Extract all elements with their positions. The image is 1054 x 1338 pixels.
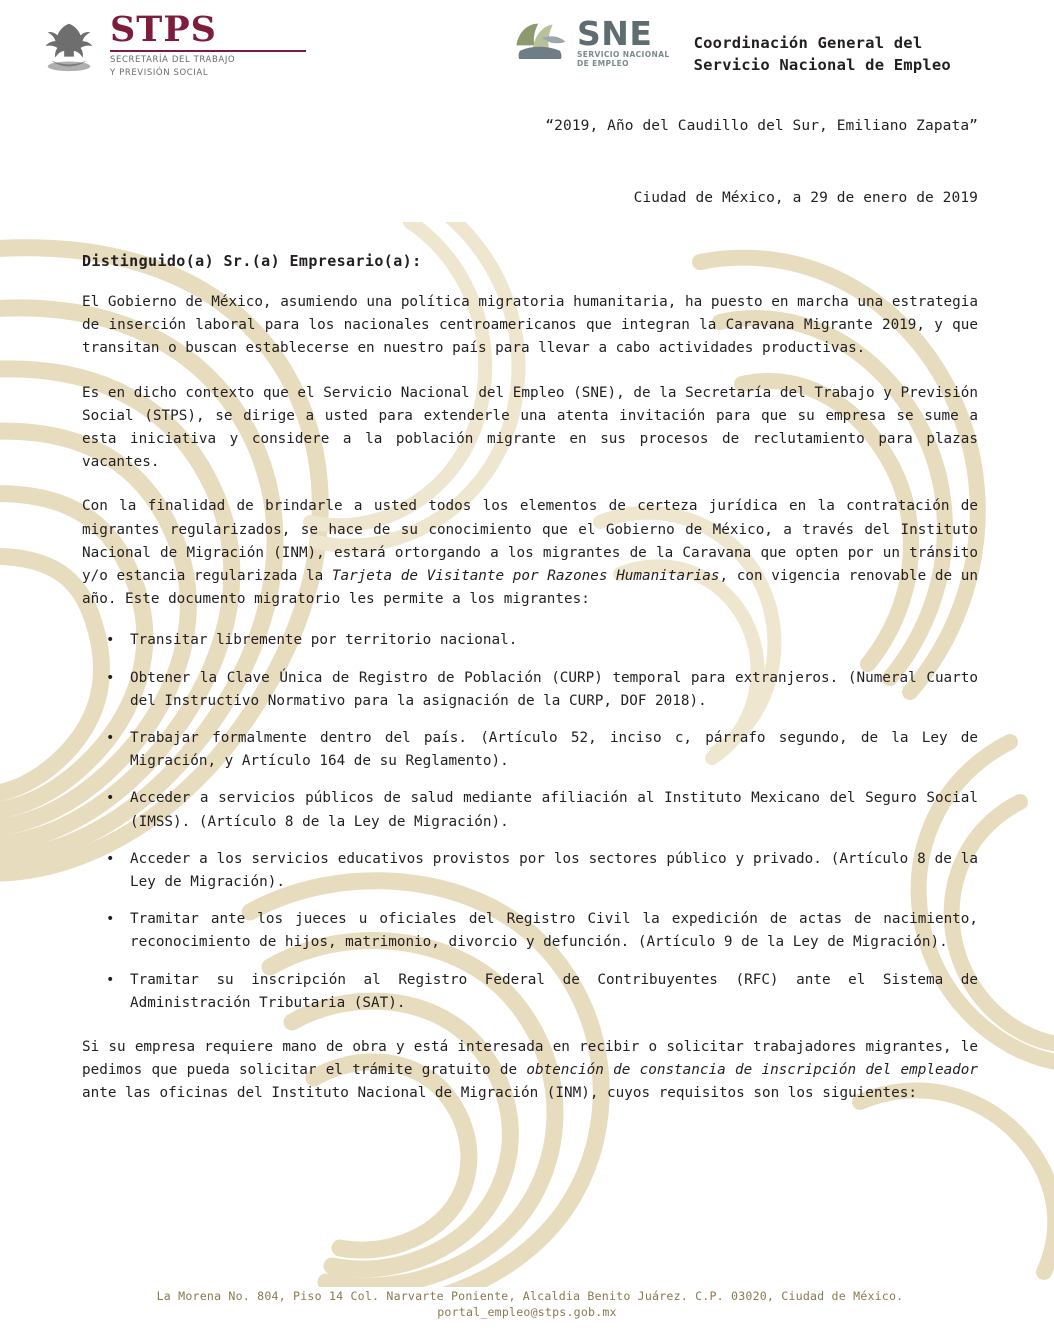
year-motto: “2019, Año del Caudillo del Sur, Emiliano Zapata” xyxy=(545,118,978,134)
stps-acronym: STPS xyxy=(110,9,217,50)
list-item: • Obtener la Clave Única de Registro de Población (CURP) temporal para extranjeros. (Numeral Cuarto del Instructivo Normativo para la asignación de la CURP, DOF 2018). xyxy=(82,667,978,713)
sne-subtitle-line1: SERVICIO NACIONAL xyxy=(577,50,670,59)
sne-subtitle-line2: DE EMPLEO xyxy=(577,59,629,68)
closing-paragraph-part1: Si su empresa requiere mano de obra y está interesada en recibir o solicitar trabajadores migrantes, le pedimos que pueda solicitar el trámite gratuito de xyxy=(82,1039,978,1079)
paragraph-3-part1: Con la finalidad de brindarle a usted todos los elementos de certeza jurídica en la contratación de migrantes regularizados, se hace de su conocimiento que el Gobierno de México, a través del Instituto Nacional de Migración (INM), estará ortorgando a los migrantes de la Caravana que opten por un tránsito y/o estancia regularizada la xyxy=(82,498,978,585)
list-item: • Trabajar formalmente dentro del país. (Artículo 52, inciso c, párrafo segundo, de la Ley de Migración, y Artículo 164 de su Reglamento). xyxy=(82,727,978,773)
coordination-line-1: Coordinación General del xyxy=(693,34,923,52)
sne-wordmark xyxy=(577,14,670,68)
list-item: • Tramitar ante los jueces u oficiales del Registro Civil la expedición de actas de nacimiento, reconocimiento de hijos, matrimonio, divorcio y defunción. (Artículo 9 de la Ley de Migración). xyxy=(82,908,978,954)
paragraph-3-part2: , con vigencia renovable de un año. Este documento migratorio les permite a los migrantes: xyxy=(82,568,978,608)
document-footer xyxy=(0,1288,1054,1320)
sne-acronym: SNE xyxy=(577,14,653,53)
stps-wordmark xyxy=(110,9,306,79)
document-body xyxy=(0,116,1054,1106)
paragraph-3-italic: Tarjeta de Visitante por Razones Humanitarias xyxy=(331,568,720,585)
list-item: • Tramitar su inscripción al Registro Federal de Contribuyentes (RFC) ante el Sistema de Administración Tributaria (SAT). xyxy=(82,969,978,1015)
document-header xyxy=(0,0,1054,100)
footer-email: portal_empleo@stps.gob.mx xyxy=(437,1305,617,1319)
list-item: • Acceder a servicios públicos de salud mediante afiliación al Instituto Mexicano del Seguro Social (IMSS). (Artículo 8 de la Ley de Migración). xyxy=(82,787,978,833)
sne-logo xyxy=(511,14,670,68)
place-and-date: Ciudad de México, a 29 de enero de 2019 xyxy=(633,190,978,206)
mexican-coat-of-arms-icon xyxy=(38,14,100,76)
stps-subtitle-line2: Y PREVISIÓN SOCIAL xyxy=(110,68,209,78)
stps-subtitle-line1: SECRETARÍA DEL TRABAJO xyxy=(110,55,236,65)
paragraph-1: El Gobierno de México, asumiendo una política migratoria humanitaria, ha puesto en marcha una estrategia de inserción laboral para los nacionales centroamericanos que integran la Caravana Migrante 2019, y que transitan o buscan establecerse en nuestro país para llevar a cabo actividades productivas. xyxy=(82,294,978,357)
salutation: Distinguido(a) Sr.(a) Empresario(a): xyxy=(82,252,422,270)
handshake-icon xyxy=(511,18,569,60)
rights-list xyxy=(82,629,978,1015)
list-item: • Acceder a los servicios educativos provistos por los sectores público y privado. (Artículo 8 de la Ley de Migración). xyxy=(82,848,978,894)
stps-divider xyxy=(110,50,306,52)
stps-logo xyxy=(38,9,306,79)
list-item: • Transitar libremente por territorio nacional. xyxy=(82,629,978,652)
coordination-line-2: Servicio Nacional de Empleo xyxy=(693,56,951,74)
closing-paragraph xyxy=(82,1036,978,1106)
closing-paragraph-part2: ante las oficinas del Instituto Nacional de Migración (INM), cuyos requisitos son los siguientes: xyxy=(82,1085,917,1102)
footer-address: La Morena No. 804, Piso 14 Col. Narvarte Poniente, Alcaldia Benito Juárez. C.P. 03020, Ciudad de México. xyxy=(156,1289,904,1303)
paragraph-3 xyxy=(82,495,978,611)
paragraph-2: Es en dicho contexto que el Servicio Nacional del Empleo (SNE), de la Secretaría del Trabajo y Previsión Social (STPS), se dirige a usted para extenderle una atenta invitación para que su empresa se sume a esta iniciativa y considere a la población migrante en sus procesos de reclutamiento para plazas vacantes. xyxy=(82,384,978,471)
closing-paragraph-italic: obtención de constancia de inscripción del empleador xyxy=(526,1062,979,1079)
coordination-title xyxy=(694,32,951,76)
